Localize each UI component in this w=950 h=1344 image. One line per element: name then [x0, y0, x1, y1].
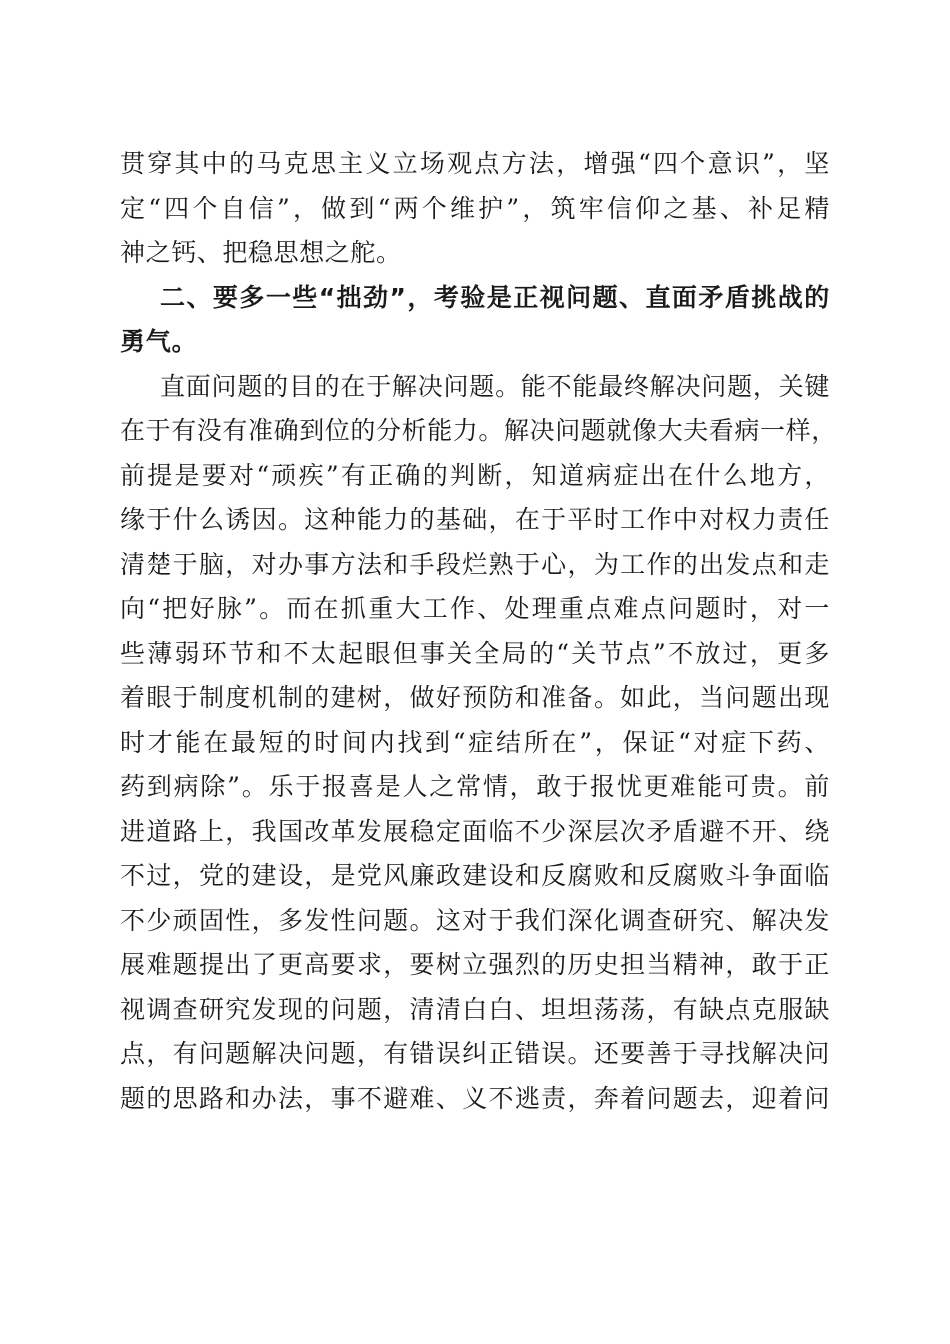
- paragraph-1: [120, 142, 830, 276]
- text-line: 神之钙、把稳思想之舵。: [120, 238, 402, 267]
- text-line: 定“四个自信”，做到“两个维护”，筑牢信仰之基、补足精: [120, 193, 830, 223]
- text-line: 前提是要对“顽疾”有正确的判断，知道病症出在什么地方，: [120, 460, 830, 490]
- text-line: 向“把好脉”。而在抓重大工作、处理重点难点问题时，对一: [120, 594, 830, 623]
- heading-line: 勇气。: [120, 327, 198, 356]
- text-line: 点，有问题解决问题，有错误纠正错误。还要善于寻找解决问: [120, 1039, 830, 1068]
- text-line: 不少顽固性，多发性问题。这对于我们深化调查研究、解决发: [120, 905, 830, 935]
- text-line: 缘于什么诱因。这种能力的基础，在于平时工作中对权力责任: [120, 505, 830, 534]
- text-line: 清楚于脑，对办事方法和手段烂熟于心，为工作的出发点和走: [120, 549, 830, 579]
- text-line: 展难题提出了更高要求，要树立强烈的历史担当精神，敢于正: [120, 950, 830, 979]
- section-heading-2: [120, 276, 830, 365]
- text-line: 些薄弱环节和不太起眼但事关全局的“关节点”不放过，更多: [120, 638, 830, 668]
- text-line: 视调查研究发现的问题，清清白白、坦坦荡荡，有缺点克服缺: [120, 994, 830, 1024]
- text-line: 在于有没有准确到位的分析能力。解决问题就像大夫看病一样，: [120, 416, 837, 445]
- text-line: 时才能在最短的时间内找到“症结所在”，保证“对症下药、: [120, 727, 830, 757]
- text-line: 药到病除”。乐于报喜是人之常情，敢于报忧更难能可贵。前: [120, 772, 830, 801]
- text-line: 不过，党的建设，是党风廉政建设和反腐败和反腐败斗争面临: [120, 861, 830, 890]
- text-line: 着眼于制度机制的建树，做好预防和准备。如此，当问题出现: [120, 683, 830, 712]
- heading-line: 二、要多一些“拙劲”，考验是正视问题、直面矛盾挑战的: [160, 282, 830, 312]
- paragraph-2: [120, 365, 837, 1122]
- text-line: 进道路上，我国改革发展稳定面临不少深层次矛盾避不开、绕: [120, 816, 830, 846]
- document-body: [120, 142, 837, 1121]
- text-line: 直面问题的目的在于解决问题。能不能最终解决问题，关键: [160, 371, 830, 401]
- text-line: 贯穿其中的马克思主义立场观点方法，增强“四个意识”，坚: [120, 149, 830, 178]
- text-line: 题的思路和办法，事不避难、义不逃责，奔着问题去，迎着问: [120, 1083, 830, 1113]
